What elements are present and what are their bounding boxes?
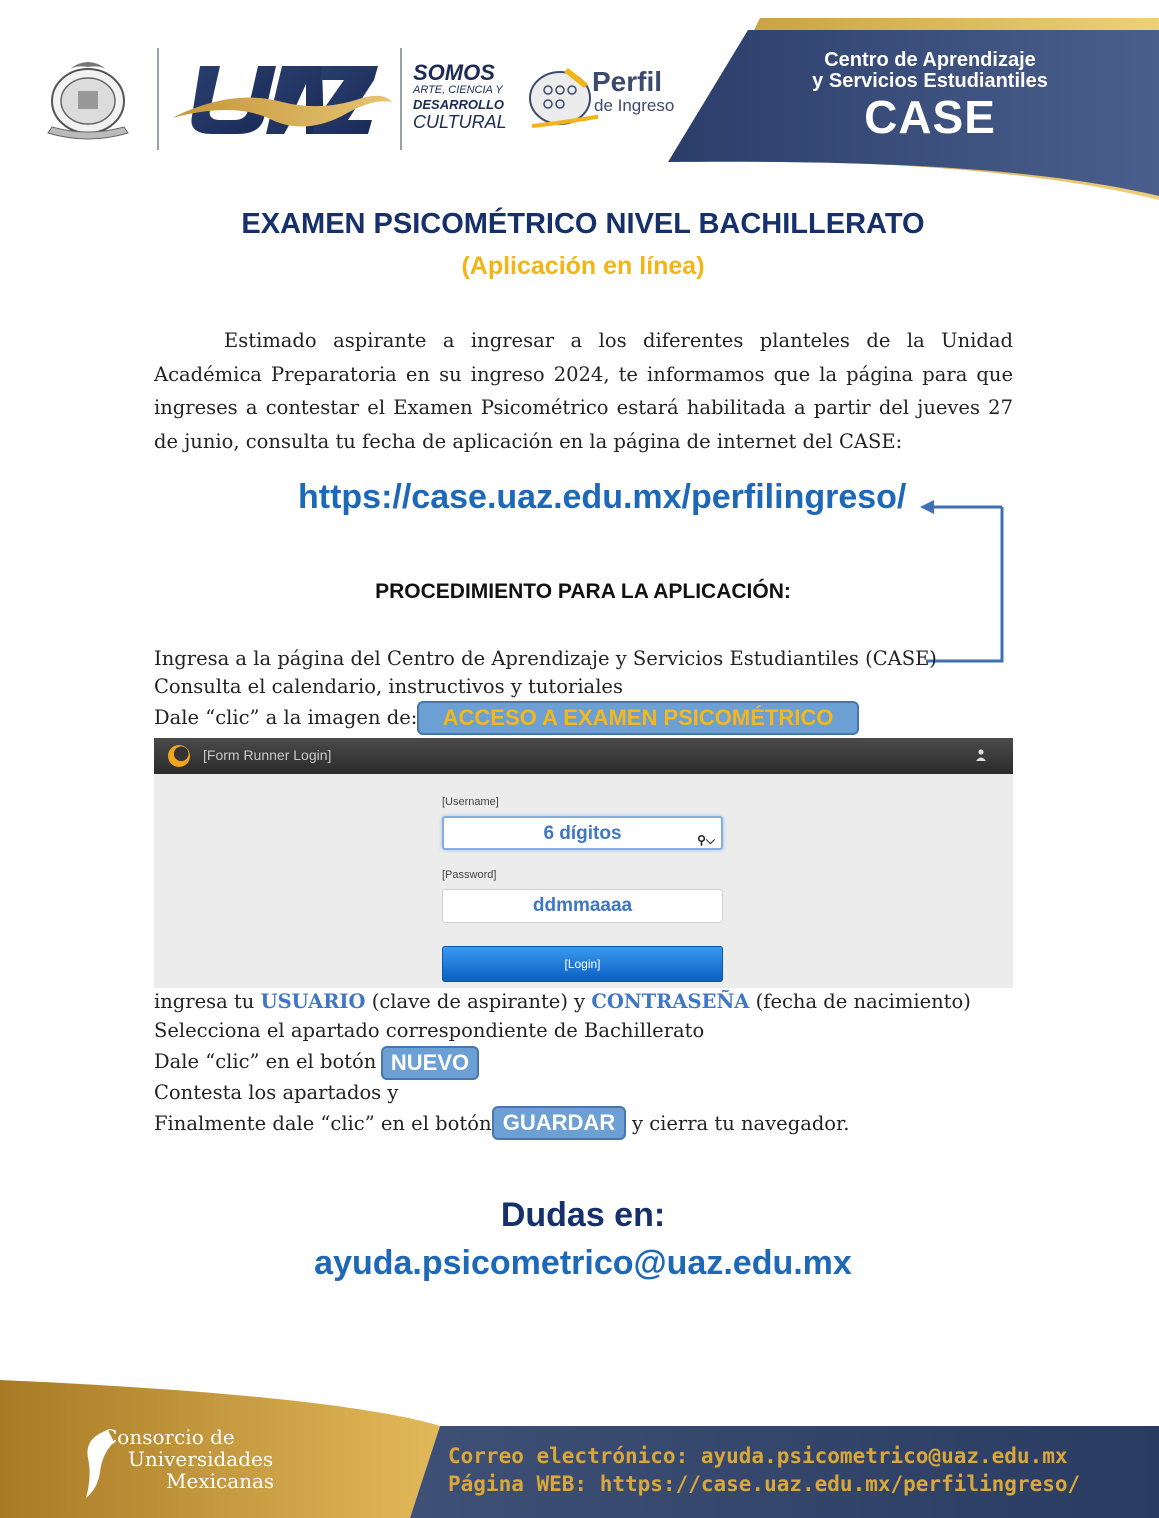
page-subtitle: (Aplicación en línea) <box>461 252 705 280</box>
footer-email[interactable]: Correo electrónico: ayuda.psicometrico@uaz.edu.mx <box>448 1444 1068 1468</box>
perfil-title: Perfil <box>592 66 663 97</box>
login-window-title: [Form Runner Login] <box>203 747 332 763</box>
step-4-text-a: ingresa tu <box>154 990 261 1013</box>
help-title: Dudas en: <box>500 1196 666 1234</box>
step-4 <box>154 990 971 1013</box>
key-dropdown-icon[interactable]: ⚲⌵ <box>697 833 715 847</box>
step-7: Contesta los apartados y <box>154 1081 399 1104</box>
perfil-subtitle: de Ingreso <box>594 96 675 115</box>
uaz-logo <box>172 58 392 148</box>
password-label: [Password] <box>442 869 497 881</box>
username-value: 6 dígitos <box>543 823 622 844</box>
usuario-highlight: USUARIO <box>260 990 366 1013</box>
step-3: Dale “clic” a la imagen de: <box>154 706 418 729</box>
header-separator <box>400 48 402 150</box>
step-6: Dale “clic” en el botón <box>154 1050 377 1073</box>
case-acronym: CASE <box>864 91 996 143</box>
step-4-text-b: (clave de aspirante) y <box>365 990 592 1013</box>
acceso-examen-button[interactable]: ACCESO A EXAMEN PSICOMÉTRICO <box>417 701 859 735</box>
username-input[interactable] <box>442 816 723 850</box>
uaz-seal-logo <box>40 55 136 141</box>
password-input[interactable] <box>442 889 723 923</box>
contrasena-highlight: CONTRASEÑA <box>591 990 750 1013</box>
username-label: [Username] <box>442 796 499 808</box>
somos-line-1: SOMOS <box>413 60 495 85</box>
case-url-link[interactable]: https://case.uaz.edu.mx/perfilingreso/ <box>298 478 907 516</box>
step-1: Ingresa a la página del Centro de Aprendizaje y Servicios Estudiantiles (CASE) <box>154 647 937 670</box>
step-4-text-c: (fecha de nacimiento) <box>749 990 971 1013</box>
perfil-ingreso-logo <box>528 60 698 140</box>
header-separator <box>157 48 159 150</box>
step-2: Consulta el calendario, instructivos y tutoriales <box>154 675 623 698</box>
consorcio-line-2: Universidades <box>128 1447 274 1471</box>
somos-line-3: DESARROLLO <box>413 97 504 112</box>
perfil-graphic-icon <box>528 60 598 140</box>
footer-web[interactable]: Página WEB: https://case.uaz.edu.mx/perfilingreso/ <box>448 1472 1081 1496</box>
nuevo-button[interactable]: NUEVO <box>381 1046 479 1080</box>
password-value: ddmmaaaa <box>532 895 633 916</box>
somos-logo <box>413 62 533 132</box>
case-logo <box>720 50 1140 142</box>
user-icon[interactable] <box>976 749 986 761</box>
intro-paragraph: Estimado aspirante a ingresar a los diferentes planteles de la Unidad Académica Preparatoria en su ingreso 2024, te informamos que la página para que ingreses a contestar el Examen Psicométrico estará habilitada a partir del jueves 27 de junio, consulta tu fecha de aplicación en la página de internet del CASE: <box>154 329 1013 453</box>
login-screenshot <box>154 738 1013 988</box>
step-8-end: y cierra tu navegador. <box>632 1112 850 1135</box>
consorcio-logo-text <box>102 1426 322 1492</box>
login-button[interactable]: [Login] <box>442 946 723 982</box>
procedure-title: PROCEDIMIENTO PARA LA APLICACIÓN: <box>375 580 791 603</box>
case-line-2: y Servicios Estudiantiles <box>812 70 1048 92</box>
help-email-link[interactable]: ayuda.psicometrico@uaz.edu.mx <box>314 1244 852 1282</box>
login-window-bar <box>154 738 1013 774</box>
step-5: Selecciona el apartado correspondiente de Bachillerato <box>154 1019 705 1042</box>
somos-line-4: CULTURAL <box>413 112 507 132</box>
consorcio-line-1: Consorcio de <box>102 1425 235 1449</box>
somos-line-2: ARTE, CIENCIA Y <box>413 84 503 96</box>
orbeon-logo-icon <box>168 745 190 767</box>
guardar-button[interactable]: GUARDAR <box>492 1106 626 1140</box>
case-line-1: Centro de Aprendizaje <box>824 49 1036 71</box>
consorcio-line-3: Mexicanas <box>166 1469 275 1493</box>
page-title: EXAMEN PSICOMÉTRICO NIVEL BACHILLERATO <box>241 208 925 240</box>
step-8: Finalmente dale “clic” en el botón <box>154 1112 492 1135</box>
